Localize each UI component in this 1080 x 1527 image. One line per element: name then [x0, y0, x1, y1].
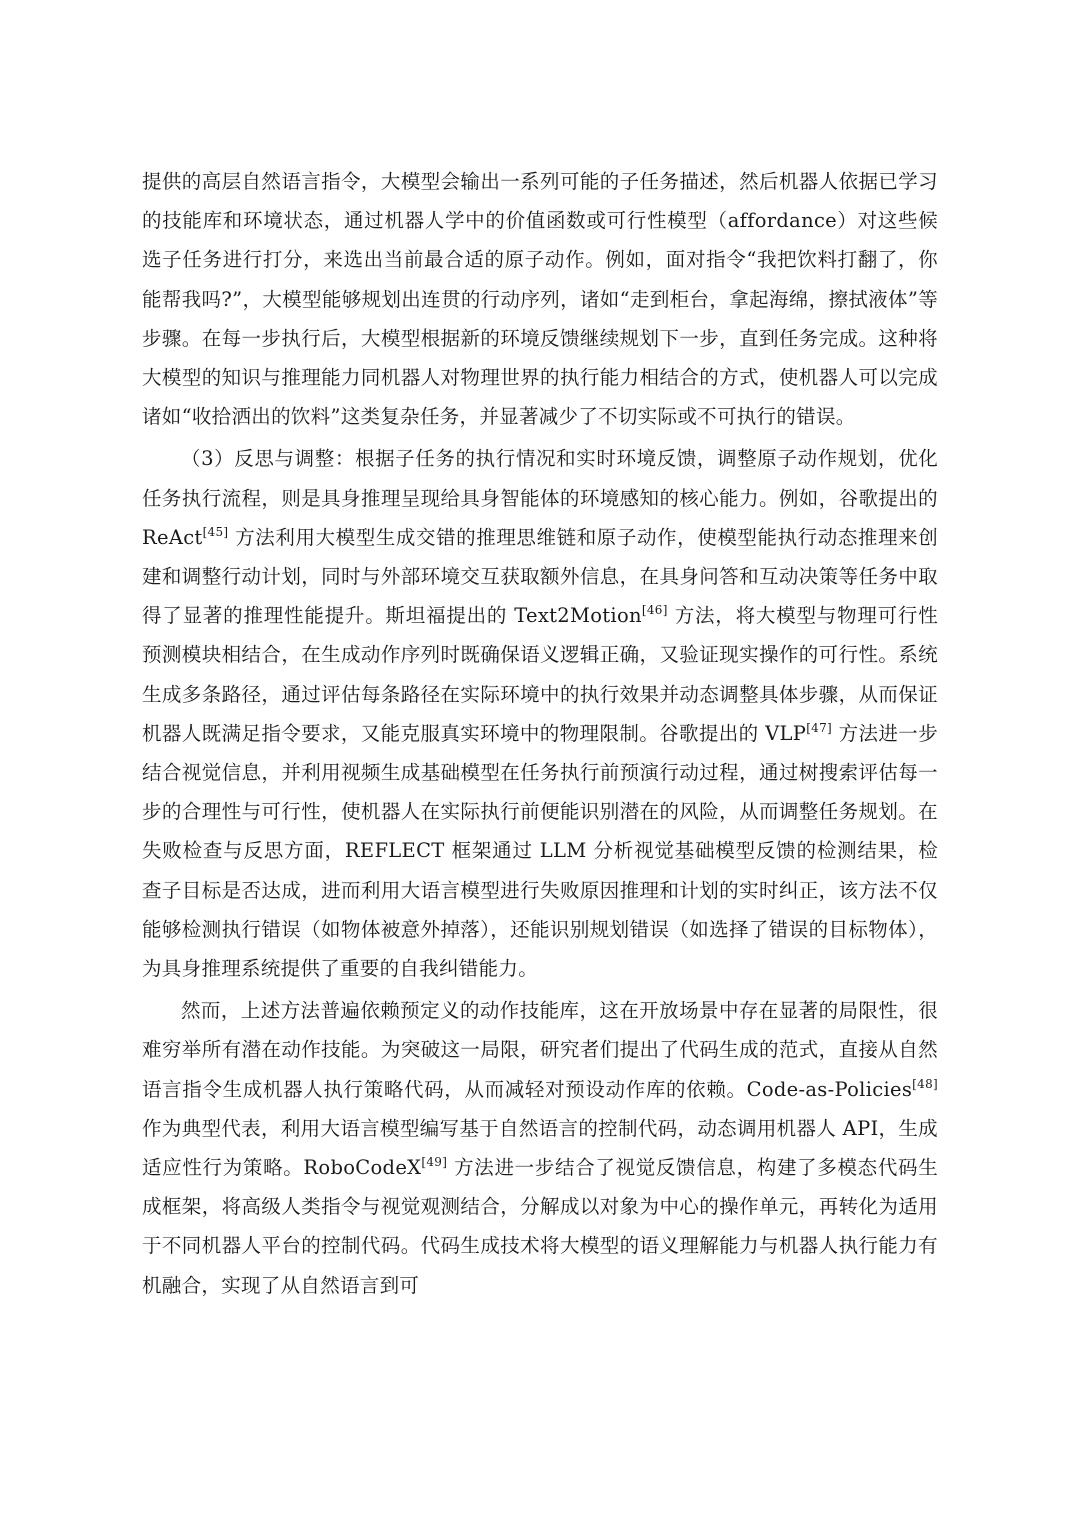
paragraph-2-text-3: 方法，将大模型与物理可行性预测模块相结合，在生成动作序列时既确保语义逻辑正确，又验证现实操作的可行性。系统生成多条路径，通过评估每条路径在实际环境中的执行效果并动态调整具体步骤，从而保证机器人既满足指令要求，又能克服真实环境中的物理限制。谷歌提出的 VLP — [142, 604, 938, 745]
paragraph-2 — [142, 439, 938, 988]
paragraph-3 — [142, 991, 938, 1305]
paragraph-1 — [142, 162, 938, 436]
citation-47: [47] — [806, 721, 833, 736]
document-page — [142, 162, 938, 1305]
citation-49: [49] — [421, 1155, 448, 1170]
paragraph-1-text: 提供的高层自然语言指令，大模型会输出一系列可能的子任务描述，然后机器人依据已学习的技能库和环境状态，通过机器人学中的价值函数或可行性模型（affordance）对这些候选子任务进行打分，来选出当前最合适的原子动作。例如，面对指令“我把饮料打翻了，你能帮我吗?”，大模型能够规划出连贯的行动序列，诸如“走到柜台，拿起海绵，擦拭液体”等步骤。在每一步执行后，大模型根据新的环境反馈继续规划下一步，直到任务完成。这种将大模型的知识与推理能力同机器人对物理世界的执行能力相结合的方式，使机器人可以完成诸如“收拾洒出的饮料”这类复杂任务，并显著减少了不切实际或不可执行的错误。 — [142, 170, 938, 429]
paragraph-2-text-4: 方法进一步结合视觉信息，并利用视频生成基础模型在任务执行前预演行动过程，通过树搜索评估每一步的合理性与可行性，使机器人在实际执行前便能识别潜在的风险，从而调整任务规划。在失败检查与反思方面，REFLECT 框架通过 LLM 分析视觉基础模型反馈的检测结果，检查子目标是否达成，进而利用大语言模型进行失败原因推理和计划的实时纠正，该方法不仅能够检测执行错误（如物体被意外掉落），还能识别规划错误（如选择了错误的目标物体），为具身推理系统提供了重要的自我纠错能力。 — [142, 721, 938, 981]
paragraph-3-text-3: 方法进一步结合了视觉反馈信息，构建了多模态代码生成框架，将高级人类指令与视觉观测结合，分解成以对象为中心的操作单元，再转化为适用于不同机器人平台的控制代码。代码生成技术将大模型的语义理解能力与机器人执行能力有机融合，实现了从自然语言到可 — [142, 1156, 939, 1297]
paragraph-2-text-1: （3）反思与调整：根据子任务的执行情况和实时环境反馈，调整原子动作规划，优化任务执行流程，则是具身推理呈现给具身智能体的环境感知的核心能力。例如，谷歌提出的 ReAct — [142, 447, 938, 549]
paragraph-3-text-2: 作为典型代表，利用大语言模型编写基于自然语言的控制代码，动态调用机器人 API，生成适应性行为策略。RoboCodeX — [142, 1116, 938, 1180]
citation-46: [46] — [641, 603, 668, 618]
paragraph-2-text-2: 方法利用大模型生成交错的推理思维链和原子动作，使模型能执行动态推理来创建和调整行动计划，同时与外部环境交互获取额外信息，在具身问答和互动决策等任务中取得了显著的推理性能提升。斯坦福提出的 Text2Motion — [142, 525, 938, 628]
citation-48: [48] — [912, 1076, 938, 1091]
paragraph-3-text-1: 然而，上述方法普遍依赖预定义的动作技能库，这在开放场景中存在显著的局限性，很难穷举所有潜在动作技能。为突破这一局限，研究者们提出了代码生成的范式，直接从自然语言指令生成机器人执行策略代码，从而减轻对预设动作库的依赖。Code-as-Policies — [142, 999, 938, 1101]
citation-45: [45] — [202, 525, 229, 540]
